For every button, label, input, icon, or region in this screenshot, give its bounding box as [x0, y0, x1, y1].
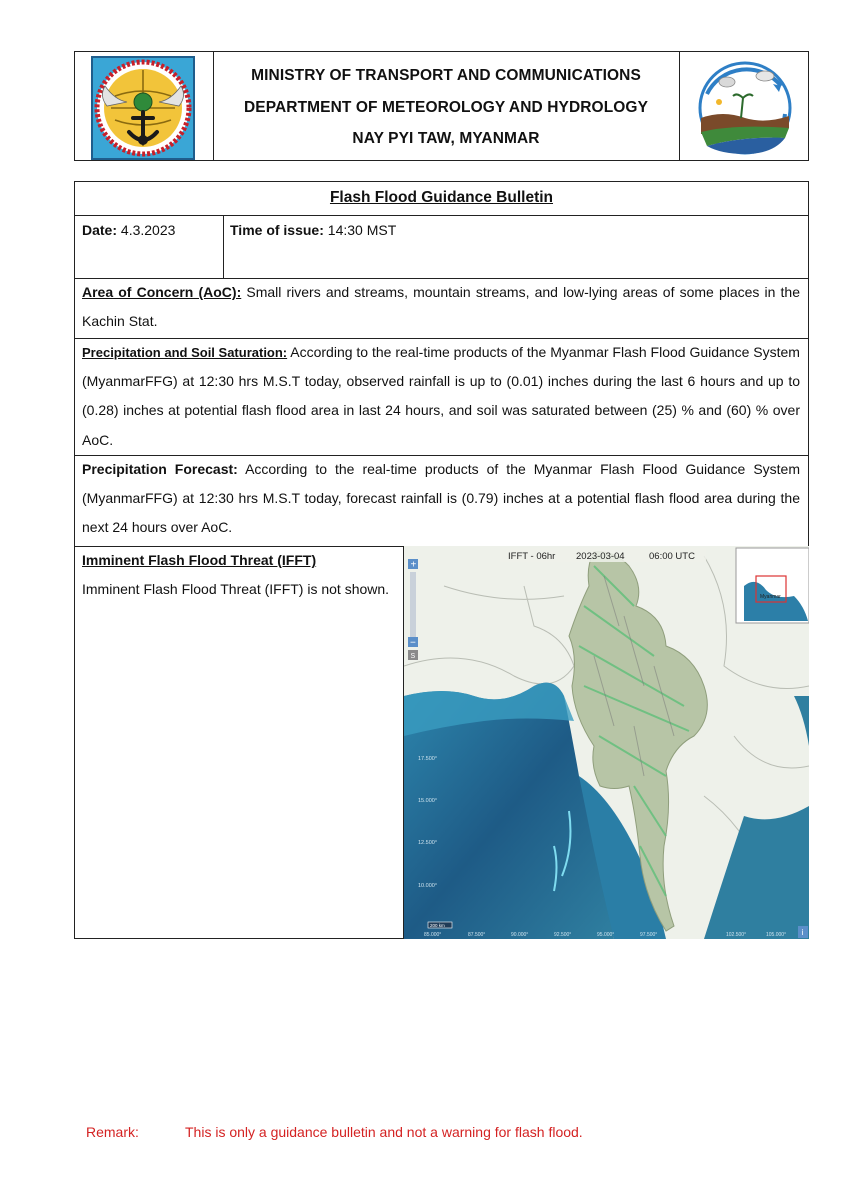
header-table	[74, 51, 809, 161]
ifft-map[interactable]	[404, 546, 809, 939]
lon-label: 95.000°	[597, 932, 615, 938]
bulletin-table	[74, 181, 809, 939]
column-divider	[223, 215, 224, 278]
precipitation-forecast-cell	[82, 455, 800, 543]
remark-label: Remark:	[86, 1124, 139, 1140]
time-value: 14:30 MST	[327, 222, 397, 238]
aoc-text: Small rivers and streams, mountain streams, and low-lying areas of some places in the Kachin Stat.	[82, 284, 801, 330]
date-value: 4.3.2023	[120, 222, 176, 238]
lon-label: 97.500°	[640, 932, 658, 938]
ministry-emblem-icon	[91, 56, 195, 160]
lat-label: 17.500°	[418, 756, 438, 762]
lon-label: 85.000°	[424, 932, 442, 938]
forecast-label: Precipitation Forecast:	[82, 461, 238, 477]
lon-label: 87.500°	[468, 932, 486, 938]
location-line: NAY PYI TAW, MYANMAR	[352, 130, 540, 147]
lon-label: 105.000°	[766, 932, 787, 938]
ifft-text: Imminent Flash Flood Threat (IFFT) is not shown.	[82, 581, 390, 598]
precip-label: Precipitation and Soil Saturation:	[82, 345, 288, 360]
map-info-symbol: i	[801, 928, 804, 937]
header-divider-right	[679, 52, 680, 160]
lon-label: 102.500°	[726, 932, 747, 938]
lat-label: 10.000°	[418, 883, 438, 889]
zoom-in-symbol: +	[410, 559, 417, 571]
zoom-slider[interactable]	[410, 572, 416, 642]
lat-label: 12.500°	[418, 840, 438, 846]
ministry-heading	[215, 60, 677, 155]
lon-label: 92.500°	[554, 932, 572, 938]
time-cell	[230, 215, 730, 245]
ifft-cell	[82, 546, 394, 604]
remark-text: This is only a guidance bulletin and not a warning for flash flood.	[185, 1124, 583, 1140]
map-time-label: 06:00 UTC	[649, 551, 695, 562]
inset-label: Myanmar	[760, 594, 781, 600]
header-divider-left	[213, 52, 214, 160]
time-label: Time of issue:	[230, 222, 324, 238]
date-label: Date:	[82, 222, 118, 238]
lon-label: 90.000°	[511, 932, 529, 938]
scale-label: 200 km	[430, 923, 445, 928]
map-date-label: 2023-03-04	[576, 551, 625, 562]
precip-text: According to the real-time products of the Myanmar Flash Flood Guidance System (MyanmarFFG) at 12:30 hrs M.S.T today, observed rainfall is up to (0.01) inches during the last 6 hours and up to (0.28) inches at potential flash flood area in last 24 hours, and soil was saturated between (25) % and (60) % over AoC.	[82, 344, 800, 448]
map-side-symbol: S	[410, 653, 416, 660]
hydrology-cycle-logo-icon	[693, 58, 797, 158]
zoom-out-symbol: −	[410, 637, 416, 649]
date-cell	[82, 215, 222, 245]
ifft-label: Imminent Flash Flood Threat (IFFT)	[82, 552, 317, 568]
ifft-map-image	[404, 546, 809, 939]
bulletin-title: Flash Flood Guidance Bulletin	[329, 189, 554, 206]
precipitation-soil-cell	[82, 338, 800, 455]
aoc-label: Area of Concern (AoC):	[82, 284, 242, 300]
map-product-label: IFFT - 06hr	[508, 551, 556, 562]
ministry-line: MINISTRY OF TRANSPORT AND COMMUNICATIONS	[251, 67, 641, 84]
lat-label: 15.000°	[418, 798, 438, 804]
forecast-text: According to the real-time products of the Myanmar Flash Flood Guidance System (MyanmarFFG) at 12:30 hrs M.S.T today, forecast rainfall is (0.79) inches at a potential flash flood area during the next 24 hours over AoC.	[82, 461, 800, 536]
department-line: DEPARTMENT OF METEOROLOGY AND HYDROLOGY	[243, 98, 649, 116]
area-of-concern-cell	[82, 278, 800, 336]
